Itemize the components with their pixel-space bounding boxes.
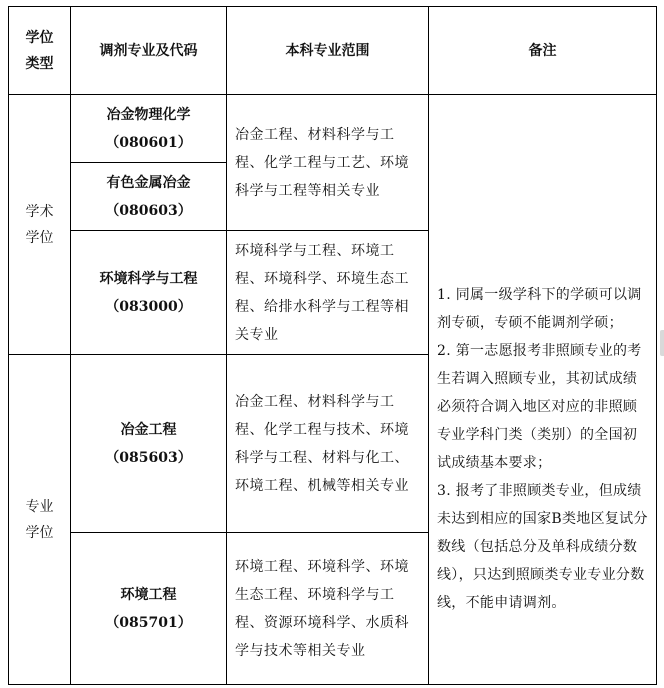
degree-type-professional-text: 专业学位 bbox=[25, 498, 54, 541]
major-name: 冶金物理化学 bbox=[106, 106, 191, 123]
major-cell bbox=[71, 95, 227, 163]
adjustment-table bbox=[8, 6, 657, 685]
remark-item: 1. 同属一级学科下的学硕可以调剂专硕，专硕不能调剂学硕； bbox=[437, 287, 642, 331]
header-major-code: 调剂专业及代码 bbox=[71, 7, 227, 95]
major-name: 有色金属冶金 bbox=[106, 174, 191, 191]
major-cell bbox=[71, 231, 227, 355]
degree-type-academic bbox=[9, 95, 71, 355]
remark-item: 3. 报考了非照顾类专业，但成绩未达到相应的国家B类地区复试分数线（包括总分及单科成绩分数线），只达到照顾类专业专业分数线，不能申请调剂。 bbox=[437, 483, 648, 611]
remark-item: 2. 第一志愿报考非照顾专业的考生若调入照顾专业，其初试成绩必须符合调入地区对应的非照顾专业学科门类（类别）的全国初试成绩基本要求； bbox=[437, 343, 642, 471]
header-undergrad-range: 本科专业范围 bbox=[227, 7, 429, 95]
range-cell: 环境科学与工程、环境工程、环境科学、环境生态工程、给排水科学与工程等相关专业 bbox=[227, 231, 429, 355]
header-degree-type bbox=[9, 7, 71, 95]
header-degree-type-text: 学位类型 bbox=[25, 29, 54, 72]
major-code: （083000） bbox=[105, 298, 192, 315]
header-remarks: 备注 bbox=[429, 7, 657, 95]
major-code: （080603） bbox=[105, 202, 192, 219]
major-cell bbox=[71, 533, 227, 685]
major-code: （085701） bbox=[105, 614, 192, 631]
major-code: （080601） bbox=[105, 134, 192, 151]
major-code: （085603） bbox=[105, 449, 192, 466]
range-cell: 冶金工程、材料科学与工程、化学工程与技术、环境科学与工程、材料与化工、环境工程、机械等相关专业 bbox=[227, 355, 429, 533]
major-name: 冶金工程 bbox=[120, 421, 177, 438]
major-cell bbox=[71, 163, 227, 231]
range-cell: 环境工程、环境科学、环境生态工程、环境科学与工程、资源环境科学、水质科学与技术等相关专业 bbox=[227, 533, 429, 685]
major-cell bbox=[71, 355, 227, 533]
degree-type-academic-text: 学术学位 bbox=[25, 203, 54, 246]
scroll-handle[interactable] bbox=[660, 330, 664, 356]
degree-type-professional bbox=[9, 355, 71, 685]
range-cell: 冶金工程、材料科学与工程、化学工程与工艺、环境科学与工程等相关专业 bbox=[227, 95, 429, 231]
header-row bbox=[9, 7, 657, 95]
major-name: 环境工程 bbox=[120, 586, 177, 603]
major-name: 环境科学与工程 bbox=[99, 270, 198, 287]
remarks-cell bbox=[429, 95, 657, 685]
table-row bbox=[9, 95, 657, 163]
